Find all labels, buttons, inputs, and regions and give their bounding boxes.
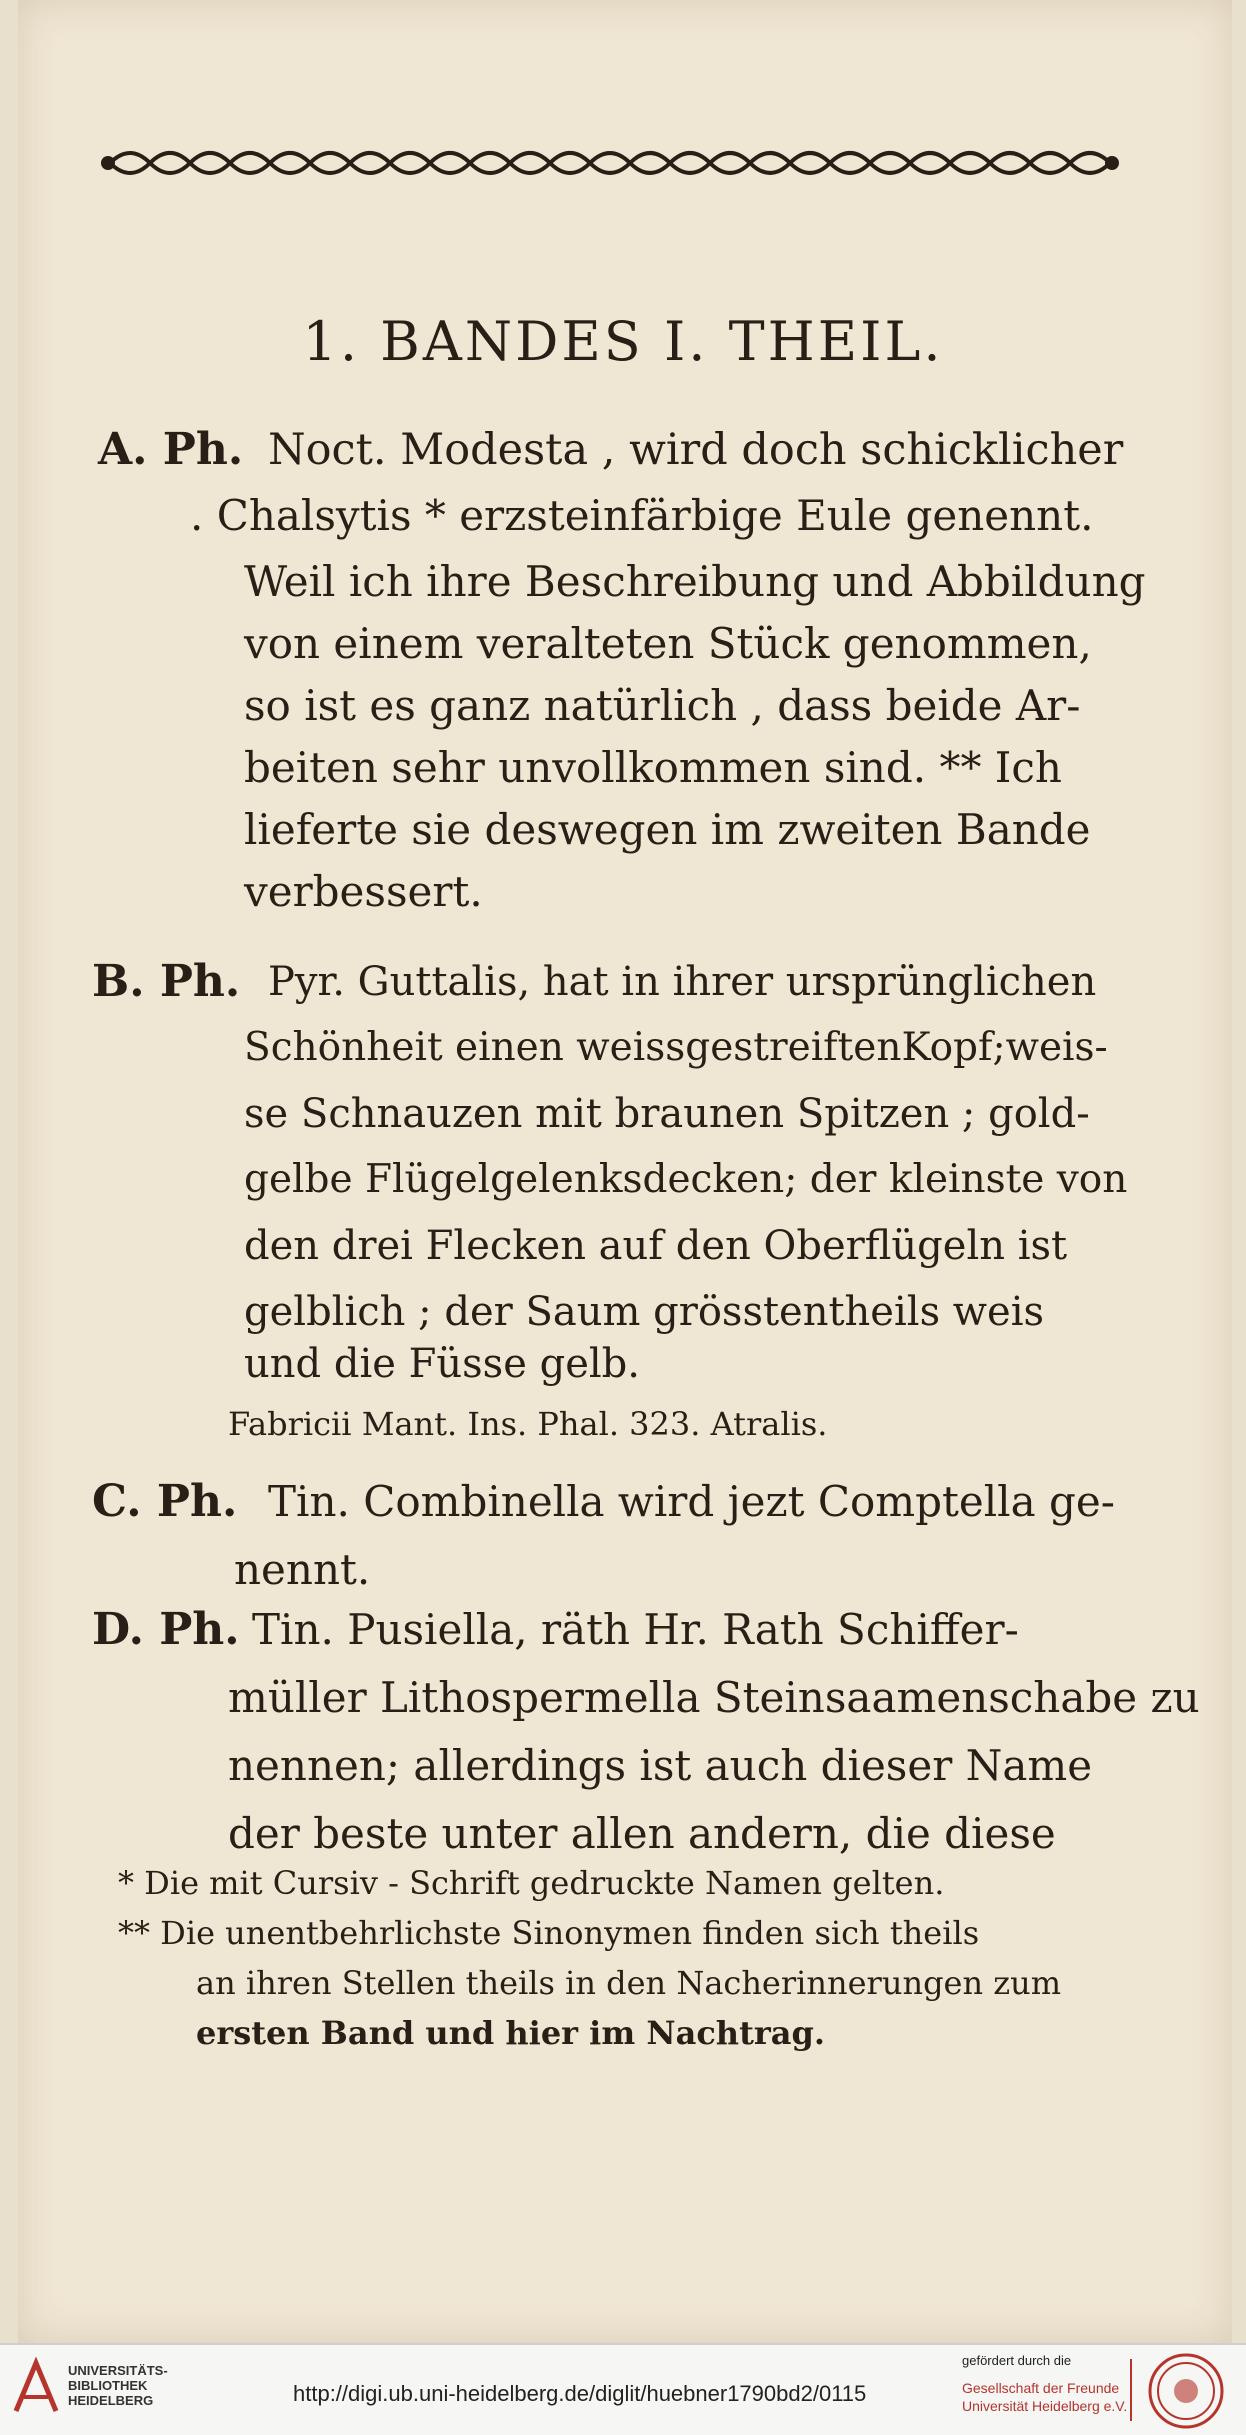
footer-divider bbox=[1130, 2359, 1132, 2421]
section-a-line: so ist es ganz natürlich , dass beide Ar- bbox=[244, 681, 1081, 730]
footnote: an ihren Stellen theils in den Nacherinnerungen zum bbox=[196, 1964, 1062, 2002]
section-c-label: C. Ph. bbox=[92, 1476, 238, 1527]
section-d-line: der beste unter allen andern, die diese bbox=[228, 1809, 1056, 1858]
section-a-line: verbessert. bbox=[244, 867, 483, 916]
section-a-line: Weil ich ihre Beschreibung und Abbildung bbox=[244, 557, 1146, 606]
section-b-line: und die Füsse gelb. bbox=[244, 1341, 640, 1387]
section-b-label: B. Ph. bbox=[92, 956, 241, 1007]
section-c-line: Tin. Combinella wird jezt Comptella ge- bbox=[268, 1477, 1115, 1526]
section-b-reference: Fabricii Mant. Ins. Phal. 323. Atralis. bbox=[228, 1405, 828, 1443]
section-a-line: . Chalsytis * erzsteinfärbige Eule genennt. bbox=[190, 491, 1094, 540]
sponsor-name-line: Gesellschaft der Freunde bbox=[962, 2380, 1120, 2396]
footnote: ** Die unentbehrlichste Sinonymen finden sich theils bbox=[118, 1914, 980, 1952]
section-a-line: lieferte sie deswegen im zweiten Bande bbox=[244, 805, 1091, 854]
section-d-line: müller Lithospermella Steinsaamenschabe zu bbox=[228, 1673, 1200, 1722]
section-a-line: von einem veralteten Stück genommen, bbox=[244, 619, 1092, 668]
section-a-line: beiten sehr unvollkommen sind. ** Ich bbox=[244, 743, 1062, 792]
section-b-line: se Schnauzen mit braunen Spitzen ; gold- bbox=[244, 1091, 1090, 1137]
section-d-line: nennen; allerdings ist auch dieser Name bbox=[228, 1741, 1093, 1790]
library-name-line: HEIDELBERG bbox=[68, 2393, 154, 2408]
university-seal-icon bbox=[1146, 2351, 1226, 2431]
sponsor-name-line: Universität Heidelberg e.V. bbox=[962, 2398, 1128, 2414]
section-b-line: gelblich ; der Saum grösstentheils weis bbox=[244, 1289, 1045, 1335]
viewer-footer bbox=[0, 2343, 1246, 2435]
section-a-label: A. Ph. bbox=[98, 424, 244, 475]
section-b-line: Pyr. Guttalis, hat in ihrer ursprünglichen bbox=[268, 959, 1097, 1005]
section-c-line: nennt. bbox=[234, 1545, 371, 1594]
section-d-line: Tin. Pusiella, räth Hr. Rath Schiffer- bbox=[252, 1605, 1019, 1654]
library-name bbox=[68, 2363, 168, 2408]
permalink-url[interactable]: http://digi.ub.uni-heidelberg.de/diglit/huebner1790bd2/0115 bbox=[293, 2381, 867, 2406]
library-name-line: UNIVERSITÄTS- bbox=[68, 2363, 168, 2378]
library-logo-icon bbox=[12, 2357, 60, 2417]
section-a-line: Noct. Modesta , wird doch schicklicher bbox=[268, 425, 1124, 475]
footnote: * Die mit Cursiv - Schrift gedruckte Namen gelten. bbox=[118, 1864, 945, 1902]
section-b-line: Schönheit einen weissgestreiftenKopf;weis- bbox=[244, 1025, 1108, 1070]
library-name-line: BIBLIOTHEK bbox=[68, 2378, 148, 2393]
section-d-label: D. Ph. bbox=[92, 1604, 240, 1655]
footnote: ersten Band und hier im Nachtrag. bbox=[196, 2014, 825, 2052]
sponsor-intro: gefördert durch die bbox=[962, 2353, 1072, 2368]
section-b-line: den drei Flecken auf den Oberflügeln ist bbox=[244, 1223, 1068, 1269]
ornamental-border-icon bbox=[100, 138, 1120, 188]
page-title: 1. BANDES I. THEIL. bbox=[302, 310, 944, 373]
section-b-line: gelbe Flügelgelenksdecken; der kleinste von bbox=[244, 1157, 1128, 1202]
sponsor-name bbox=[962, 2379, 1127, 2415]
